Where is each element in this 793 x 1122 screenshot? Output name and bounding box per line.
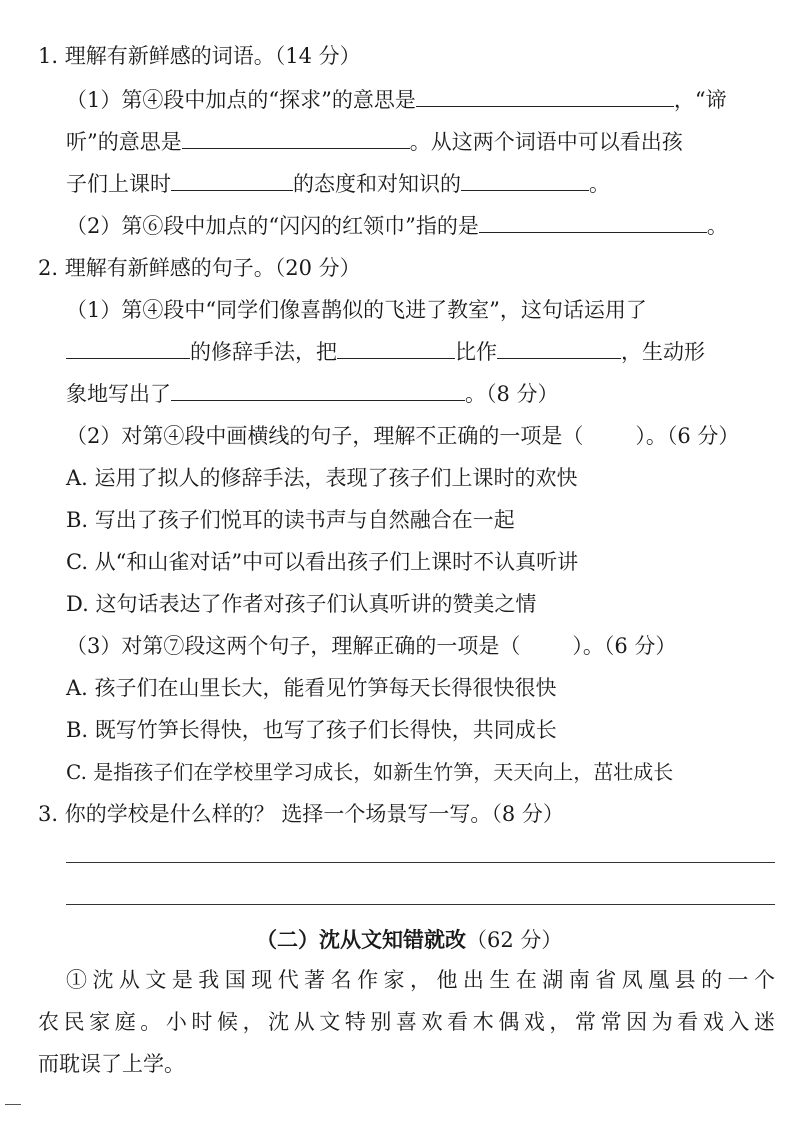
section2-para1-line3: 而耽误了上学。 — [38, 1052, 185, 1076]
q1-heading: 1. 理解有新鲜感的词语。（14 分） — [38, 44, 361, 68]
q1-part1-line2 — [66, 128, 683, 156]
answer-blank-diting[interactable] — [182, 128, 410, 149]
q2-heading: 2. 理解有新鲜感的句子。（20 分） — [38, 256, 361, 280]
q1-part1-line1 — [66, 86, 727, 114]
q1-part1-text-a: （1）第④段中加点的“探求”的意思是 — [66, 88, 416, 112]
q1-part1-text-c: 听”的意思是 — [66, 130, 182, 154]
q1-part1-text-f: 的态度和对知识的 — [293, 172, 461, 196]
section2-para1-line1: ①沈从文是我国现代著名作家，他出生在湖南省凤凰县的一个 — [66, 968, 775, 992]
q1-part1-text-e: 子们上课时 — [66, 172, 171, 196]
writing-line-1[interactable] — [66, 862, 775, 863]
q2-part2-line — [66, 422, 739, 450]
q2-part3-text-a: （3）对第⑦段这两个句子，理解正确的一项是（ — [66, 634, 521, 658]
answer-blank-knowledge[interactable] — [461, 170, 589, 191]
q2-part1-line1: （1）第④段中“同学们像喜鹊似的飞进了教室”，这句话运用了 — [66, 298, 647, 322]
answer-blank-red-scarf[interactable] — [479, 212, 707, 233]
q2-part1-line3 — [66, 380, 559, 408]
q1-part2-line — [66, 212, 728, 240]
q2-3-option-c: C. 是指孩子们在学校里学习成长，如新生竹笋，天天向上，茁壮成长 — [66, 760, 674, 784]
q2-part1-text-b: 的修辞手法，把 — [190, 340, 337, 364]
answer-blank-compare-b[interactable] — [497, 338, 621, 359]
writing-line-2[interactable] — [66, 904, 775, 905]
section2-para1-line2: 农民家庭。小时候，沈从文特别喜欢看木偶戏，常常因为看戏入迷 — [38, 1010, 775, 1034]
q2-part2-text-a: （2）对第④段中画横线的句子，理解不正确的一项是（ — [66, 424, 584, 448]
answer-blank-compare-a[interactable] — [337, 338, 455, 359]
q1-part1-line3 — [66, 170, 610, 198]
q2-part1-line2 — [66, 338, 705, 366]
section2-heading — [256, 926, 562, 954]
answer-blank-tanqiu[interactable] — [416, 86, 674, 107]
answer-blank-depict[interactable] — [171, 380, 465, 401]
answer-blank-attitude[interactable] — [171, 170, 293, 191]
q2-2-option-c: C. 从“和山雀对话”中可以看出孩子们上课时不认真听讲 — [66, 550, 579, 574]
q2-part1-text-e: 象地写出了 — [66, 382, 171, 406]
q1-part1-text-b: ，“谛 — [673, 88, 727, 112]
q3-heading: 3. 你的学校是什么样的？ 选择一个场景写一写。（8 分） — [38, 802, 564, 826]
q1-part1-text-g: 。 — [589, 172, 610, 196]
q2-part1-text-c: 比作 — [455, 340, 497, 364]
q2-part1-text-d: ，生动形 — [621, 340, 705, 364]
q2-part3-text-b: ）。（6 分） — [572, 634, 677, 658]
q2-part1-text-f: 。（8 分） — [465, 382, 559, 406]
section2-title: （二）沈从文知错就改 — [256, 927, 466, 952]
q1-part2-text-b: 。 — [706, 214, 728, 238]
q2-3-option-b: B. 既写竹笋长得快，也写了孩子们长得快，共同成长 — [66, 718, 557, 742]
q2-part2-text-b: ）。（6 分） — [635, 424, 740, 448]
page-corner-mark — [5, 1104, 21, 1105]
q2-2-option-d: D. 这句话表达了作者对孩子们认真听讲的赞美之情 — [66, 592, 537, 616]
q1-part2-text-a: （2）第⑥段中加点的“闪闪的红领巾”指的是 — [66, 214, 479, 238]
q2-2-option-a: A. 运用了拟人的修辞手法，表现了孩子们上课时的欢快 — [66, 466, 578, 490]
section2-score: （62 分） — [466, 928, 563, 952]
q2-2-option-b: B. 写出了孩子们悦耳的读书声与自然融合在一起 — [66, 508, 515, 532]
answer-blank-rhetoric[interactable] — [66, 338, 190, 359]
q1-part1-text-d: 。从这两个词语中可以看出孩 — [409, 130, 683, 154]
q2-part3-line — [66, 632, 676, 660]
q2-3-option-a: A. 孩子们在山里长大，能看见竹笋每天长得很快很快 — [66, 676, 557, 700]
